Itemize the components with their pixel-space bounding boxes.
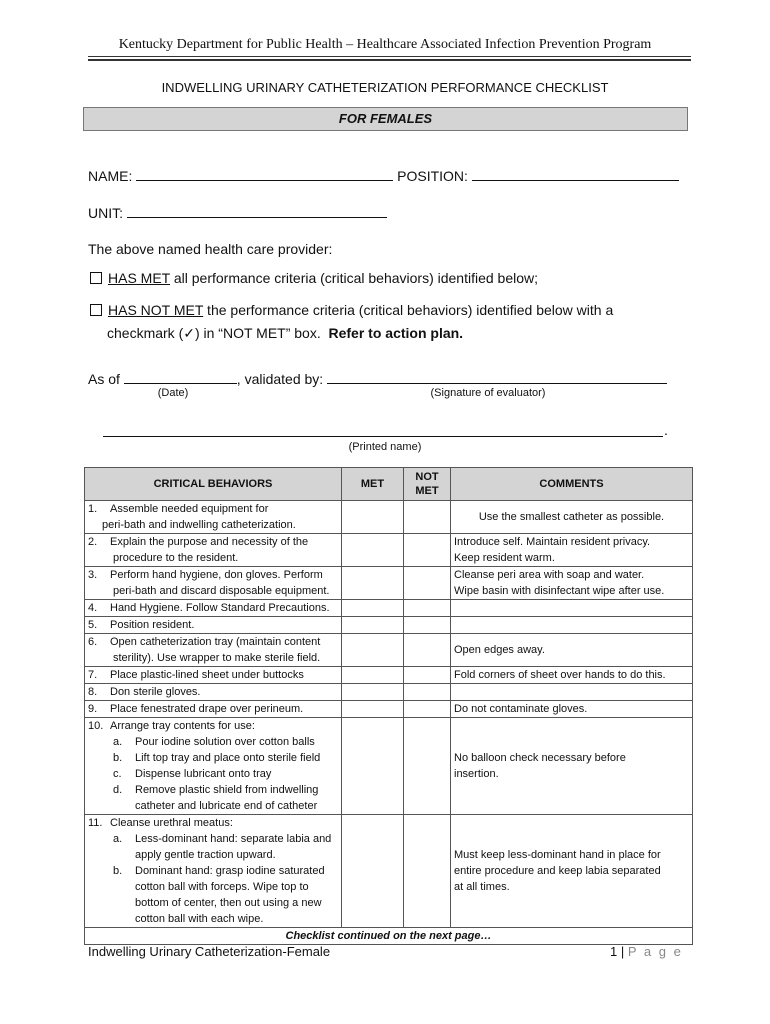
step-number: 10. (88, 720, 104, 732)
step-number: 2. (88, 536, 98, 548)
unit-field[interactable] (88, 203, 387, 221)
comment-line: No balloon check necessary before (454, 752, 626, 764)
header-critical-behaviors: CRITICAL BEHAVIORS (85, 468, 342, 501)
step-number: 4. (88, 602, 98, 614)
behavior-text (88, 667, 338, 683)
sub-step-line: catheter and lubricate end of catheter (135, 800, 318, 812)
met-cell[interactable] (342, 534, 404, 567)
sub-step-line: Dominant hand: grasp iodine saturated (135, 865, 325, 877)
comment-line: Open edges away. (454, 644, 545, 656)
printed-name-period: . (664, 422, 668, 438)
step-number: 7. (88, 669, 98, 681)
table-row (85, 617, 693, 634)
behavior-line: Hand Hygiene. Follow Standard Precautions. (110, 602, 330, 614)
met-cell[interactable] (342, 718, 404, 815)
comment-line: insertion. (454, 768, 499, 780)
behavior-cell (85, 634, 342, 667)
document-header: Kentucky Department for Public Health – Healthcare Associated Infection Prevention Program (118, 37, 652, 52)
comment-cell (451, 567, 693, 600)
met-cell[interactable] (342, 617, 404, 634)
comment-cell (451, 634, 693, 667)
as-of-label: As of (88, 371, 120, 387)
comment-cell (451, 600, 693, 617)
step-number: 1. (88, 503, 98, 515)
has-met-text: all performance criteria (critical behaviors) identified below; (169, 270, 539, 286)
not-met-cell[interactable] (404, 684, 451, 701)
header-rule-thick (88, 59, 691, 61)
comment-cell (451, 667, 693, 684)
position-label: POSITION: (397, 168, 468, 184)
met-cell[interactable] (342, 501, 404, 534)
checkmark-instruction: checkmark (✓) in “NOT MET” box. (107, 325, 321, 341)
has-met-option[interactable] (90, 270, 538, 286)
behavior-line: Open catheterization tray (maintain content (110, 636, 321, 648)
provider-text: The above named health care provider: (88, 241, 333, 257)
met-cell[interactable] (342, 701, 404, 718)
behavior-cell (85, 701, 342, 718)
table-row (85, 667, 693, 684)
comment-cell (451, 701, 693, 718)
checkbox-has-not-met[interactable] (90, 304, 102, 316)
behavior-text (88, 684, 338, 700)
header-met: MET (342, 468, 404, 501)
comment-line: Must keep less-dominant hand in place for (454, 849, 661, 861)
table-row (85, 534, 693, 567)
has-not-met-option[interactable] (90, 302, 613, 318)
comment-line: entire procedure and keep labia separated (454, 865, 661, 877)
sub-step-line: cotton ball with each wipe. (135, 913, 264, 925)
sub-step-text (88, 782, 338, 798)
step-number: 3. (88, 569, 98, 581)
step-number: 8. (88, 686, 98, 698)
comment-line: Keep resident warm. (454, 552, 555, 564)
has-met-label: HAS MET (108, 270, 170, 286)
behavior-text (88, 534, 338, 550)
behavior-line: Position resident. (110, 619, 195, 631)
behavior-line: Place fenestrated drape over perineum. (110, 703, 304, 715)
behavior-line: Don sterile gloves. (110, 686, 201, 698)
signature-blank[interactable] (327, 369, 667, 384)
step-number: 6. (88, 636, 98, 648)
met-cell[interactable] (342, 634, 404, 667)
action-plan-text: Refer to action plan. (328, 325, 464, 341)
behavior-cell (85, 501, 342, 534)
sub-step-text (88, 911, 338, 927)
behavior-text (88, 815, 338, 831)
sub-step-text (88, 879, 338, 895)
step-number: 11. (88, 817, 103, 829)
behavior-line: procedure to the resident. (113, 552, 239, 564)
behavior-line: Place plastic-lined sheet under buttocks (110, 669, 304, 681)
not-met-cell[interactable] (404, 667, 451, 684)
sub-step-letter: d. (113, 784, 123, 796)
behavior-cell (85, 600, 342, 617)
footer-page (610, 944, 683, 959)
behavior-text (88, 517, 338, 533)
checklist-table (84, 467, 693, 945)
header-not-met-line2: MET (415, 485, 439, 497)
met-cell[interactable] (342, 567, 404, 600)
footer-title: Indwelling Urinary Catheterization-Female (88, 944, 331, 959)
header-rule (88, 56, 691, 57)
validated-by-label: , validated by: (236, 371, 324, 387)
not-met-cell[interactable] (404, 534, 451, 567)
comment-cell (451, 815, 693, 928)
table-row (85, 701, 693, 718)
sub-step-text (88, 798, 338, 814)
sub-step-line: Lift top tray and place onto sterile field (135, 752, 321, 764)
sub-step-letter: c. (113, 768, 122, 780)
sub-step-letter: a. (113, 736, 123, 748)
comment-line: Do not contaminate gloves. (454, 703, 588, 715)
name-label: NAME: (88, 168, 133, 184)
not-met-cell[interactable] (404, 718, 451, 815)
behavior-text (88, 718, 338, 734)
sub-step-line: Pour iodine solution over cotton balls (135, 736, 315, 748)
validation-line (88, 369, 667, 387)
behavior-cell (85, 567, 342, 600)
step-number: 9. (88, 703, 98, 715)
table-row (85, 501, 693, 534)
behavior-text (88, 567, 338, 583)
behavior-text (88, 600, 338, 616)
name-blank[interactable] (136, 166, 393, 181)
table-row (85, 815, 693, 928)
comment-cell (451, 534, 693, 567)
sub-step-line: Less-dominant hand: separate labia and (135, 833, 332, 845)
sub-step-text (88, 734, 338, 750)
table-row (85, 600, 693, 617)
table-row (85, 718, 693, 815)
behavior-line: Assemble needed equipment for (110, 503, 269, 515)
checkbox-has-met[interactable] (90, 272, 102, 284)
continued-note: Checklist continued on the next page… (85, 928, 693, 945)
behavior-line: peri-bath and discard disposable equipment. (113, 585, 330, 597)
behavior-text (88, 501, 338, 517)
behavior-line: Perform hand hygiene, don gloves. Perform (110, 569, 323, 581)
behavior-cell (85, 718, 342, 815)
comment-line: Use the smallest catheter as possible. (478, 511, 665, 523)
table-row (85, 634, 693, 667)
behavior-cell (85, 534, 342, 567)
behavior-text (88, 583, 338, 599)
behavior-cell (85, 617, 342, 634)
behavior-cell (85, 667, 342, 684)
sub-step-letter: a. (113, 833, 123, 845)
subtitle-band: FOR FEMALES (83, 107, 688, 131)
behavior-text (88, 701, 338, 717)
header-comments: COMMENTS (451, 468, 693, 501)
sub-step-line: Remove plastic shield from indwelling (135, 784, 319, 796)
behavior-line: Explain the purpose and necessity of the (110, 536, 309, 548)
sub-step-text (88, 847, 338, 863)
sub-step-line: bottom of center, then out using a new (135, 897, 322, 909)
not-met-cell[interactable] (404, 701, 451, 718)
printed-name-blank[interactable] (103, 436, 663, 437)
sub-step-line: Dispense lubricant onto tray (135, 768, 272, 780)
sub-step-text (88, 895, 338, 911)
comment-line: Wipe basin with disinfectant wipe after use. (454, 585, 665, 597)
sub-step-line: cotton ball with forceps. Wipe top to (135, 881, 309, 893)
not-met-cell[interactable] (404, 600, 451, 617)
behavior-line: sterility). Use wrapper to make sterile field. (113, 652, 321, 664)
has-not-met-text: the performance criteria (critical behaviors) identified below with a (203, 302, 614, 318)
page-number: 1 (610, 944, 618, 959)
comment-cell (451, 718, 693, 815)
behavior-line: peri-bath and indwelling catheterization. (102, 519, 296, 531)
met-cell[interactable] (342, 815, 404, 928)
unit-blank[interactable] (127, 203, 387, 218)
comment-cell (451, 684, 693, 701)
sub-step-line: apply gentle traction upward. (135, 849, 276, 861)
header-not-met (404, 468, 451, 501)
sub-step-text (88, 863, 338, 879)
behavior-text (88, 634, 338, 650)
has-not-met-label: HAS NOT MET (108, 302, 204, 318)
met-cell[interactable] (342, 600, 404, 617)
not-met-cell[interactable] (404, 501, 451, 534)
header-not-met-line1: NOT (415, 471, 439, 483)
behavior-text (88, 550, 338, 566)
comment-line: Introduce self. Maintain resident privacy. (454, 536, 651, 548)
date-blank[interactable] (124, 369, 237, 384)
not-met-cell[interactable] (404, 617, 451, 634)
behavior-cell (85, 815, 342, 928)
met-cell[interactable] (342, 667, 404, 684)
page-separator: | (620, 944, 625, 959)
table-header-row (85, 468, 693, 501)
has-not-met-line2 (107, 325, 463, 342)
printed-name-caption: (Printed name) (348, 441, 422, 453)
checklist-title: INDWELLING URINARY CATHETERIZATION PERFORMANCE CHECKLIST (161, 80, 609, 95)
comment-line: Cleanse peri area with soap and water. (454, 569, 645, 581)
table-row (85, 567, 693, 600)
behavior-cell (85, 684, 342, 701)
behavior-line: Cleanse urethral meatus: (110, 817, 233, 829)
position-blank[interactable] (472, 166, 679, 181)
sub-step-text (88, 766, 338, 782)
sub-step-letter: b. (113, 752, 123, 764)
step-number: 5. (88, 619, 98, 631)
unit-label: UNIT: (88, 205, 123, 221)
sub-step-letter: b. (113, 865, 123, 877)
not-met-cell[interactable] (404, 634, 451, 667)
comment-line: at all times. (454, 881, 510, 893)
comment-cell (451, 617, 693, 634)
met-cell[interactable] (342, 684, 404, 701)
comment-line: Fold corners of sheet over hands to do this. (454, 669, 666, 681)
continued-row (85, 928, 693, 945)
not-met-cell[interactable] (404, 567, 451, 600)
sub-step-text (88, 750, 338, 766)
name-field[interactable] (88, 166, 679, 184)
not-met-cell[interactable] (404, 815, 451, 928)
sub-step-text (88, 831, 338, 847)
behavior-text (88, 617, 338, 633)
table-row (85, 684, 693, 701)
behavior-text (88, 650, 338, 666)
page-word: P a g e (627, 944, 683, 959)
date-caption: (Date) (157, 387, 189, 399)
signature-caption: (Signature of evaluator) (430, 387, 546, 399)
behavior-line: Arrange tray contents for use: (110, 720, 255, 732)
comment-cell (451, 501, 693, 534)
